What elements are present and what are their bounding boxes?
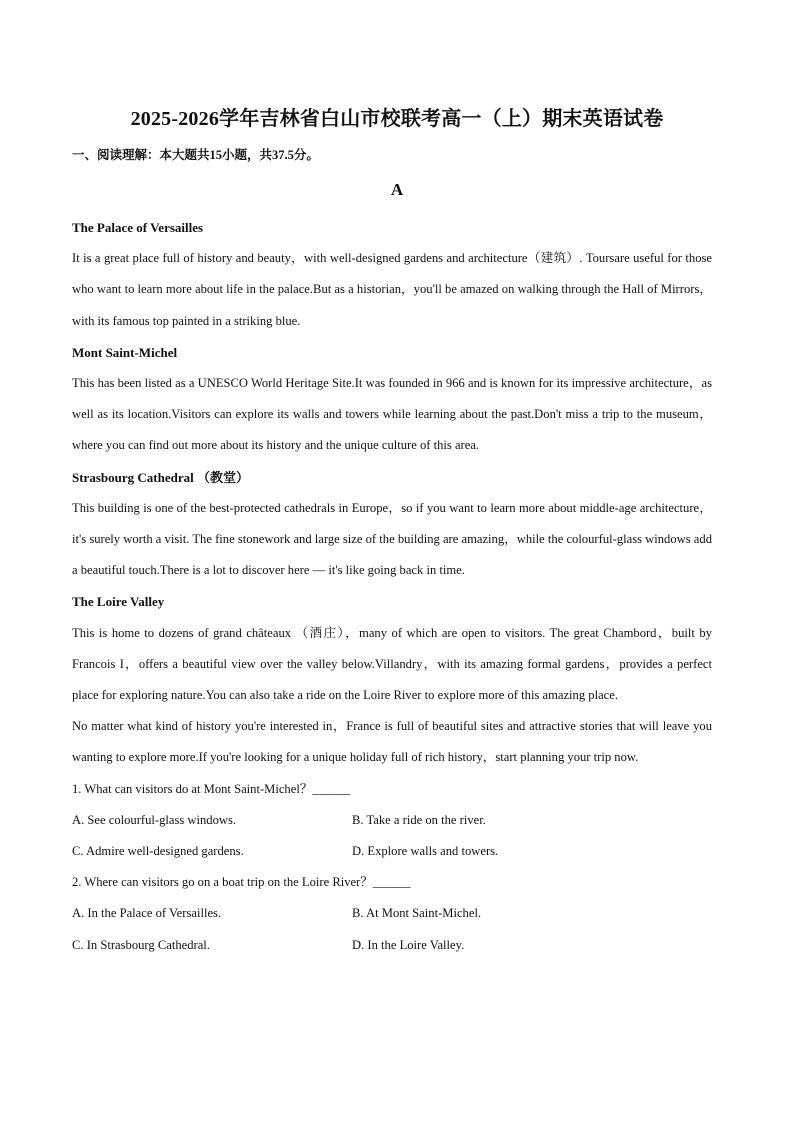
place-text-versailles: It is a great place full of history and beauty，with well-designed gardens and architecture（建筑）. Toursare useful for those who want to learn more about life in the palace.But as a historian，you'll be amazed on walking through the Hall of Mirrors，with its famous top painted in a striking blue. [72, 251, 712, 328]
place-heading-strasbourg: Strasbourg Cathedral （教堂） [72, 469, 249, 485]
place-heading-versailles: The Palace of Versailles [72, 220, 204, 235]
question-1-options-row-2 [72, 836, 712, 867]
place-heading-saint-michel: Mont Saint-Michel [72, 344, 178, 360]
question-2-option-a[interactable]: A. In the Palace of Versailles. [72, 906, 222, 921]
closing-paragraph: No matter what kind of history you're interested in，France is full of beautiful sites and attractive stories that will leave you wanting to explore more.If you're looking for a unique holiday full of rich history，start planning your trip now. [72, 719, 712, 765]
place-text-saint-michel: This has been listed as a UNESCO World Heritage Site.It was founded in 966 and is known for its impressive architecture，as well as its location.Visitors can explore its walls and towers while learning about the past.Don't miss a trip to the museum，where you can find out more about its history and the unique culture of this area. [72, 376, 712, 453]
question-2-option-b[interactable]: B. At Mont Saint-Michel. [352, 906, 482, 921]
question-1-option-b[interactable]: B. Take a ride on the river. [352, 812, 486, 827]
place-heading-loire: The Loire Valley [72, 594, 165, 610]
exam-title: 2025-2026学年吉林省白山市校联考高一（上）期末英语试卷 [130, 108, 664, 130]
section-heading: 一、阅读理解：本大题共15小题，共37.5分。 [72, 148, 319, 162]
question-1-options-row-1 [72, 805, 712, 836]
question-2-stem: 2. Where can visitors go on a boat trip on the Loire River？______ [72, 875, 411, 890]
place-text-strasbourg: This building is one of the best-protected cathedrals in Europe，so if you want to learn more about middle-age architecture，it's surely worth a visit. The fine stonework and large size of the building are amazing，while the colourful-glass windows add a beautiful touch.There is a lot to discover here — it's like going back in time. [72, 500, 712, 578]
passage-letter: A [390, 180, 404, 199]
question-1-option-c[interactable]: C. Admire well-designed gardens. [72, 844, 244, 859]
question-1-option-a[interactable]: A. See colourful-glass windows. [72, 812, 237, 827]
question-2-options-row-1 [72, 898, 712, 929]
question-2-option-c[interactable]: C. In Strasbourg Cathedral. [72, 937, 210, 952]
question-1-stem: 1. What can visitors do at Mont Saint-Michel？______ [72, 781, 351, 796]
place-text-loire: This is home to dozens of grand châteaux （酒庄），many of which are open to visitors. The great Chambord，built by Francois I，offers a beautiful view over the valley below.Villandry，with its amazing formal gardens，provides a perfect place for exploring nature.You can also take a ride on the Loire River to explore more of this amazing place. [72, 625, 712, 703]
passage-body [72, 212, 712, 961]
question-2-option-d[interactable]: D. In the Loire Valley. [352, 937, 465, 952]
question-1-option-d[interactable]: D. Explore walls and towers. [352, 844, 499, 859]
question-2-options-row-2 [72, 930, 712, 961]
